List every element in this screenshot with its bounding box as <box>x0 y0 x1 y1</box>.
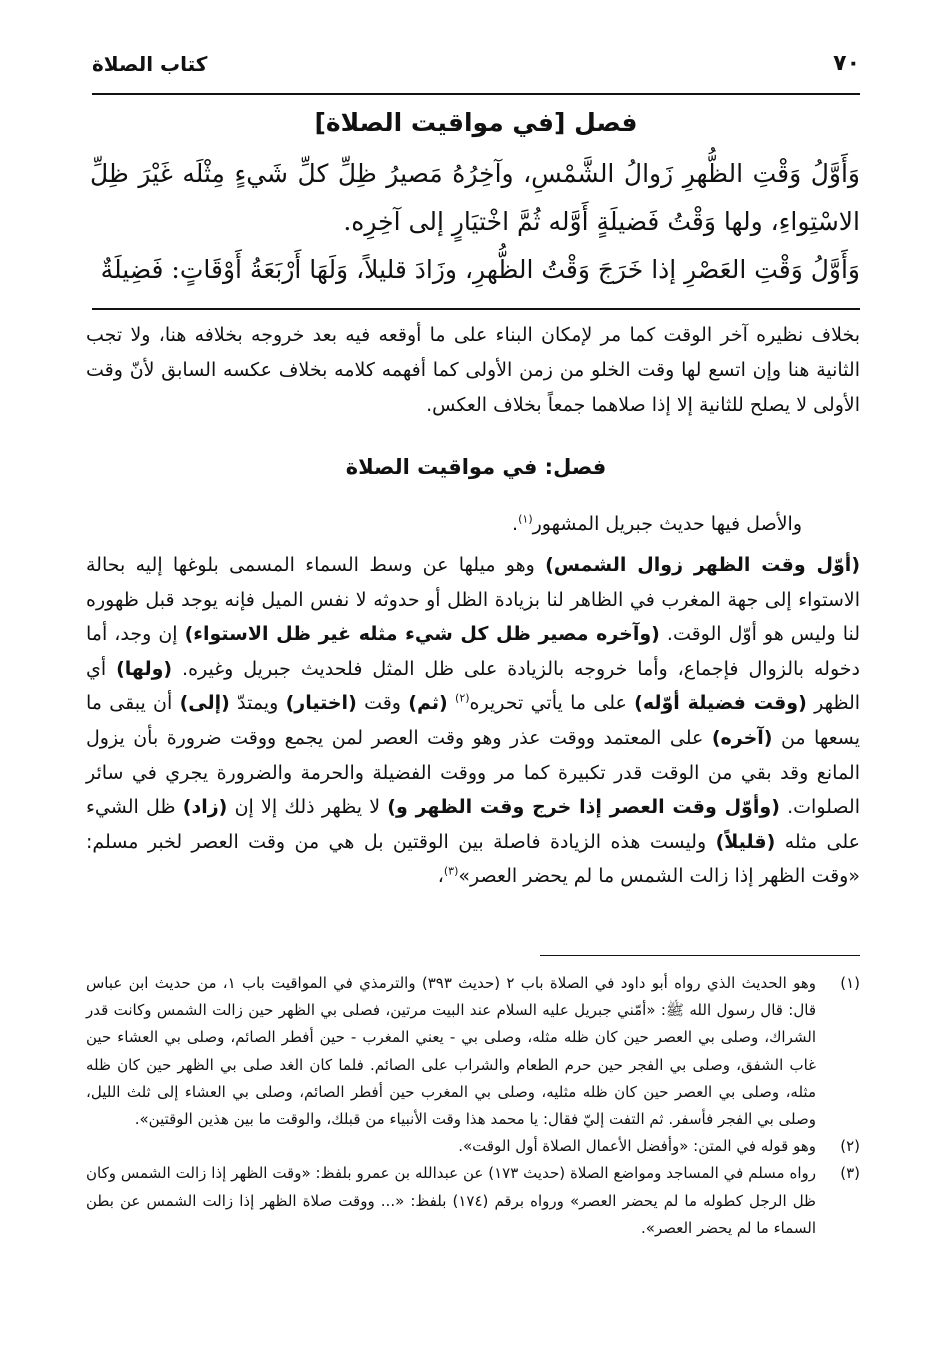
commentary-text: ، <box>437 865 444 888</box>
section-title: فصل [في مواقيت الصلاة] <box>314 108 638 137</box>
commentary-text: ويمتدّ <box>229 692 286 715</box>
footnote-1 <box>86 970 860 1133</box>
matn-quote: (إلى) <box>179 692 230 715</box>
commentary-text: وقت <box>356 692 409 715</box>
footnote-rule <box>540 955 860 956</box>
commentary-body <box>86 548 860 894</box>
commentary-section-title: فصل: في مواقيت الصلاة <box>345 455 607 479</box>
matn-text <box>90 150 860 294</box>
running-header <box>92 40 860 76</box>
commentary-text: إن وجد، أما دخوله بالزوال فإجماع، وأما خروجه بالزيادة على ظل المثل فلحديث جبريل وغيره. <box>86 623 860 680</box>
commentary-intro <box>92 507 802 541</box>
footnote-text: رواه مسلم في المساجد ومواضع الصلاة (حديث ١٧٣) عن عبدالله بن عمرو بلفظ: «وقت الظهر إذا زالت الشمس وكان ظل الرجل كطوله ما لم يحضر العصر» ورواه برقم (١٧٤) بلفظ: «... ووقت صلاة الظهر إذا زالت الشمس عن بطن السماء ما لم يحضر العصر». <box>86 1164 817 1237</box>
commentary-text: وهو ميلها عن وسط السماء المسمى بلوغها إليه بحالة الاستواء إلى جهة المغرب في الظاهر لنا بزيادة الظل أو حدوثه لا نفس الميل فإنه يوجد قبل ظهوره لنا وليس هو أوّل الوقت. <box>86 554 861 646</box>
matn-quote: (ثم) <box>408 692 448 715</box>
intro-text: والأصل فيها حديث جبريل المشهور <box>532 513 802 535</box>
page-number: ٧٠ <box>833 51 860 76</box>
footnote-text: وهو الحديث الذي رواه أبو داود في الصلاة باب ٢ (حديث ٣٩٣) والترمذي في المواقيت باب ١، من حديث ابن عباس قال: قال رسول الله ﷺ: «أمّني جبريل عليه السلام عند البيت مرتين، فصلى بي الظهر حين زالت الشمس وكانت قدر الشراك، وصلى بي العصر حين كان ظله مثله، وصلى بي - يعني المغرب - حين أفطر الصائم، وصلى بي العشاء حين غاب الشفق، وصلى بي الفجر حين حرم الطعام والشراب على الصائم. فلما كان الغد صلى بي الظهر حين كان ظله مثله، وصلى بي العصر حين كان ظله مثليه، وصلى بي المغرب حين أفطر الصائم، وصلى بي العشاء إلى ثلث الليل، وصلى بي الفجر فأسفر. ثم التفت إليّ فقال: يا محمد هذا وقت الأنبياء من قبلك، والوقت ما بين هذين الوقتين». <box>86 974 816 1129</box>
matn-paragraph-1: وَأَوَّلُ وَقْتِ الظُّهرِ زَوالُ الشَّمْسِ، وآخِرُهُ مَصيرُ ظِلِّ كلِّ شَيءٍ مِثْلَه غَيْرَ ظِلِّ الاسْتِواءِ، ولها وَقْتُ فَضيلَةٍ أَوَّله ثُمَّ اخْتيَارٍ إلى آخِرِه. <box>90 159 860 236</box>
footnote-3 <box>86 1160 860 1242</box>
footnote-ref-2[interactable]: (٢) <box>455 692 470 706</box>
matn-quote: (قليلاً) <box>715 830 776 853</box>
commentary-text: لا يظهر ذلك إلا إن <box>227 796 388 819</box>
commentary-text: على المعتمد ووقت عذر وهو وقت العصر لمن يجمع ووقت ضرورة بأن يزول المانع وقد بقي من الوقت قدر تكبيرة كما مر ووقت الفضيلة والحرمة والضرورة يجري في سائر الصلوات. <box>86 726 860 819</box>
footnotes <box>86 970 860 1242</box>
commentary-text: ظل الشيء على مثله <box>86 796 860 853</box>
matn-quote: (اختيار) <box>285 692 357 715</box>
sharh-continuation-text: بخلاف نظيره آخر الوقت كما مر لإمكان البناء على ما أوقعه فيه بعد خروجه بخلافه هنا، ولا تجب الثانية هنا وإن اتسع لها وقت الخلو من زمن الأولى كما أفهمه كلامه بخلاف عكسه السابق لأنّ وقت الأولى لا يصلح للثانية إلا إذا صلاهما جمعاً بخلاف العكس. <box>86 324 860 416</box>
book-title: كتاب الصلاة <box>92 52 208 76</box>
commentary-text <box>448 692 455 714</box>
commentary-text: وليست هذه الزيادة فاصلة بين الوقتين بل هي من وقت العصر لخبر مسلم: «وقت الظهر إذا زالت الشمس ما لم يحضر العصر» <box>86 830 860 888</box>
matn-quote: (آخره) <box>711 726 773 749</box>
matn-quote: (وقت فضيلة أوّله) <box>634 692 807 715</box>
sharh-continuation <box>86 318 860 423</box>
matn-divider <box>92 308 860 310</box>
commentary-text: أن يبقى ما يسعها من <box>86 692 860 749</box>
matn-quote: (أوّل وقت الظهر زوال الشمس) <box>545 554 861 576</box>
commentary-text: على ما يأتي تحريره <box>469 692 635 715</box>
matn-quote: (وآخره مصير ظل كل شيء مثله غير ظل الاستواء) <box>184 623 660 646</box>
footnote-ref-3[interactable]: (٣) <box>443 865 459 879</box>
matn-quote: (ولها) <box>116 657 173 680</box>
footnote-number: (٣) <box>840 1164 860 1183</box>
footnote-number: (٢) <box>840 1137 860 1156</box>
matn-quote: (وأوّل وقت العصر إذا خرج وقت الظهر و) <box>387 796 780 819</box>
footnote-text: وهو قوله في المتن: «وأفضل الأعمال الصلاة أول الوقت». <box>458 1137 816 1156</box>
footnote-ref-1[interactable]: (١) <box>518 512 533 526</box>
header-rule <box>92 93 860 95</box>
matn-quote: (زاد) <box>182 796 228 819</box>
footnote-number: (١) <box>840 974 860 992</box>
intro-end: . <box>512 513 519 535</box>
commentary-text: أي الظهر <box>86 657 861 715</box>
footnote-2 <box>86 1133 860 1160</box>
matn-paragraph-2: وَأَوَّلُ وَقْتِ العَصْرِ إذا خَرَجَ وَقْتُ الظُّهرِ، وزَادَ قليلاً، وَلَهَا أَرْبَعَةُ أَوْقَاتٍ: فَضِيلَةٌ <box>100 255 860 284</box>
